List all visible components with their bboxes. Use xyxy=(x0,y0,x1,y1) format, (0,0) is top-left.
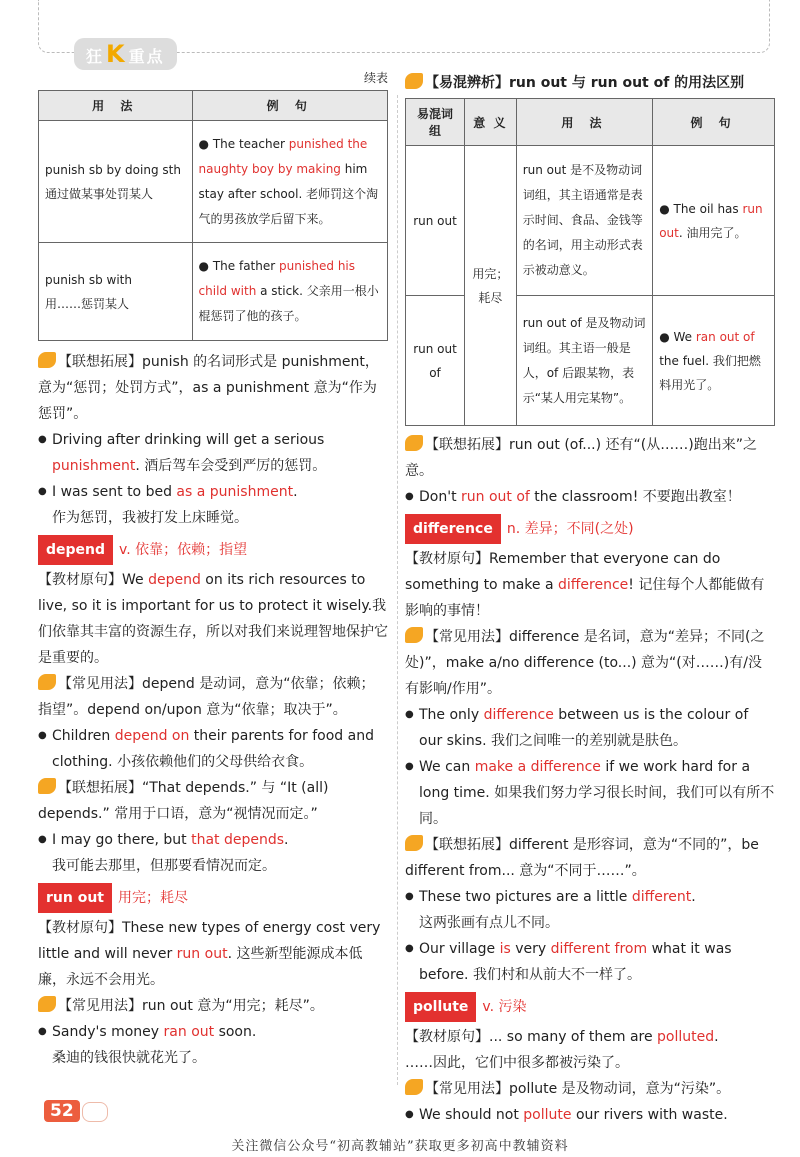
word-entry-run-out: run out 用完；耗尽 xyxy=(38,883,388,913)
textbook-sentence: 【教材原句】These new types of energy cost very little and will never run out. 这些新型能源成本低廉，永远不会用光。 xyxy=(38,920,381,988)
kangaroo-icon xyxy=(405,73,423,89)
table-row: punish sb by doing sth 通过做某事处罚某人 ● The teacher punished the naughty boy by making him stay after school. 老师罚这个淘气的男孩放学后留下来。 xyxy=(39,121,388,243)
list-item: ● I was sent to bed as a punishment. xyxy=(38,479,388,505)
word-entry-difference: difference n. 差异；不同(之处) xyxy=(405,514,775,544)
textbook-sentence: 【教材原句】Remember that everyone can do something to make a difference! 记住每个人都能做有影响的事情！ xyxy=(405,551,765,619)
table-header: 易混词组 xyxy=(406,99,465,146)
extension-note: 【联想拓展】punish 的名词形式是 punishment，意为“惩罚；处罚方式”，as a punishment 意为“作为惩罚”。 xyxy=(38,354,379,422)
usage-note: 【常见用法】pollute 是及物动词，意为“污染”。 xyxy=(405,1076,775,1102)
list-item: ● The only difference between us is the colour of our skins. 我们之间唯一的差别就是肤色。 xyxy=(405,702,775,754)
kangaroo-icon xyxy=(38,996,56,1012)
extension-note: 【联想拓展】run out (of...) 还有“(从……)跑出来”之意。 xyxy=(405,437,757,479)
translation: 我可能去那里，但那要看情况而定。 xyxy=(52,858,276,874)
table-row: run out of run out of 是及物动词词组。其主语一般是人，of 后跟某物，表示“某人用完某物”。 ● We ran out of the fuel. 我们把燃料用光了。 xyxy=(406,296,775,426)
word-entry-pollute: pollute v. 污染 xyxy=(405,992,775,1022)
list-item: ● I may go there, but that depends. xyxy=(38,827,388,853)
translation: 桑迪的钱很快就花光了。 xyxy=(52,1050,206,1066)
textbook-sentence: 【教材原句】We depend on its rich resources to live, so it is important for us to protect it wisely.我们依靠其丰富的资源生存，所以对我们来说理智地保护它是重要的。 xyxy=(38,572,388,666)
table-header: 意 义 xyxy=(465,99,517,146)
list-item: ● We should not pollute our rivers with waste. xyxy=(405,1102,775,1128)
page-ornament-icon xyxy=(82,1102,108,1122)
kangaroo-icon xyxy=(38,778,56,794)
word-entry-depend: depend v. 依靠；依赖；指望 xyxy=(38,535,388,565)
comparison-table xyxy=(405,98,775,426)
list-item: ● We can make a difference if we work hard for a long time. 如果我们努力学习很长时间，我们可以有所不同。 xyxy=(405,754,775,832)
left-column xyxy=(38,70,388,1071)
table-header: 用 法 xyxy=(516,99,653,146)
continued-label: 续表 xyxy=(363,71,388,85)
usage-table xyxy=(38,90,388,341)
usage-note: 【常见用法】depend 是动词，意为“依靠；依赖；指望”。depend on/upon 意为“依靠；取决于”。 xyxy=(38,676,375,718)
table-row: run out 用完；耗尽 run out 是不及物动词词组，其主语通常是表示时间、食品、金钱等的名词，用主动形式表示被动意义。 ● The oil has run out. 油用完了。 xyxy=(406,146,775,296)
table-header: 例 句 xyxy=(653,99,775,146)
kangaroo-icon xyxy=(405,435,423,451)
list-item: ● Children depend on their parents for food and clothing. 小孩依赖他们的父母供给衣食。 xyxy=(38,723,388,775)
column-divider xyxy=(397,95,398,1085)
translation: ……因此，它们中很多都被污染了。 xyxy=(405,1055,629,1071)
brand-logo: 狂K 重点 xyxy=(74,38,177,70)
usage-note: 【常见用法】run out 意为“用完；耗尽”。 xyxy=(38,993,388,1019)
list-item: ● These two pictures are a little different. xyxy=(405,884,775,910)
kangaroo-icon xyxy=(405,627,423,643)
list-item: ● Driving after drinking will get a serious punishment. 酒后驾车会受到严厉的惩罚。 xyxy=(38,427,388,479)
list-item: ● Sandy's money ran out soon. xyxy=(38,1019,388,1045)
list-item: ● Don't run out of the classroom! 不要跑出教室！ xyxy=(405,484,775,510)
kangaroo-icon xyxy=(405,1079,423,1095)
kangaroo-icon xyxy=(38,352,56,368)
table-header: 用 法 xyxy=(39,91,193,121)
table-header: 例 句 xyxy=(192,91,387,121)
list-item: ● Our village is very different from what it was before. 我们村和从前大不一样了。 xyxy=(405,936,775,988)
table-row: punish sb with 用……惩罚某人 ● The father punished his child with a stick. 父亲用一根小棍惩罚了他的孩子。 xyxy=(39,243,388,341)
translation: 作为惩罚，我被打发上床睡觉。 xyxy=(52,510,248,526)
translation: 这两张画有点儿不同。 xyxy=(419,915,559,931)
kangaroo-icon xyxy=(38,674,56,690)
kangaroo-icon xyxy=(405,835,423,851)
right-column xyxy=(405,70,775,1128)
footer-note: 关注微信公众号“初高教辅站”获取更多初高中教辅资料 xyxy=(231,1139,569,1154)
page-number: 52 xyxy=(44,1100,80,1122)
textbook-sentence: 【教材原句】... so many of them are polluted. xyxy=(405,1029,719,1045)
confusion-title: 【易混辨析】run out 与 run out of 的用法区别 xyxy=(405,70,775,96)
extension-note: 【联想拓展】“That depends.” 与 “It (all) depends.” 常用于口语，意为“视情况而定。” xyxy=(38,780,329,822)
usage-note: 【常见用法】difference 是名词，意为“差异；不同(之处)”，make a/no difference (to...) 意为“(对……)有/没有影响/作用”。 xyxy=(405,629,765,697)
extension-note: 【联想拓展】different 是形容词，意为“不同的”，be different from... 意为“不同于……”。 xyxy=(405,837,759,879)
